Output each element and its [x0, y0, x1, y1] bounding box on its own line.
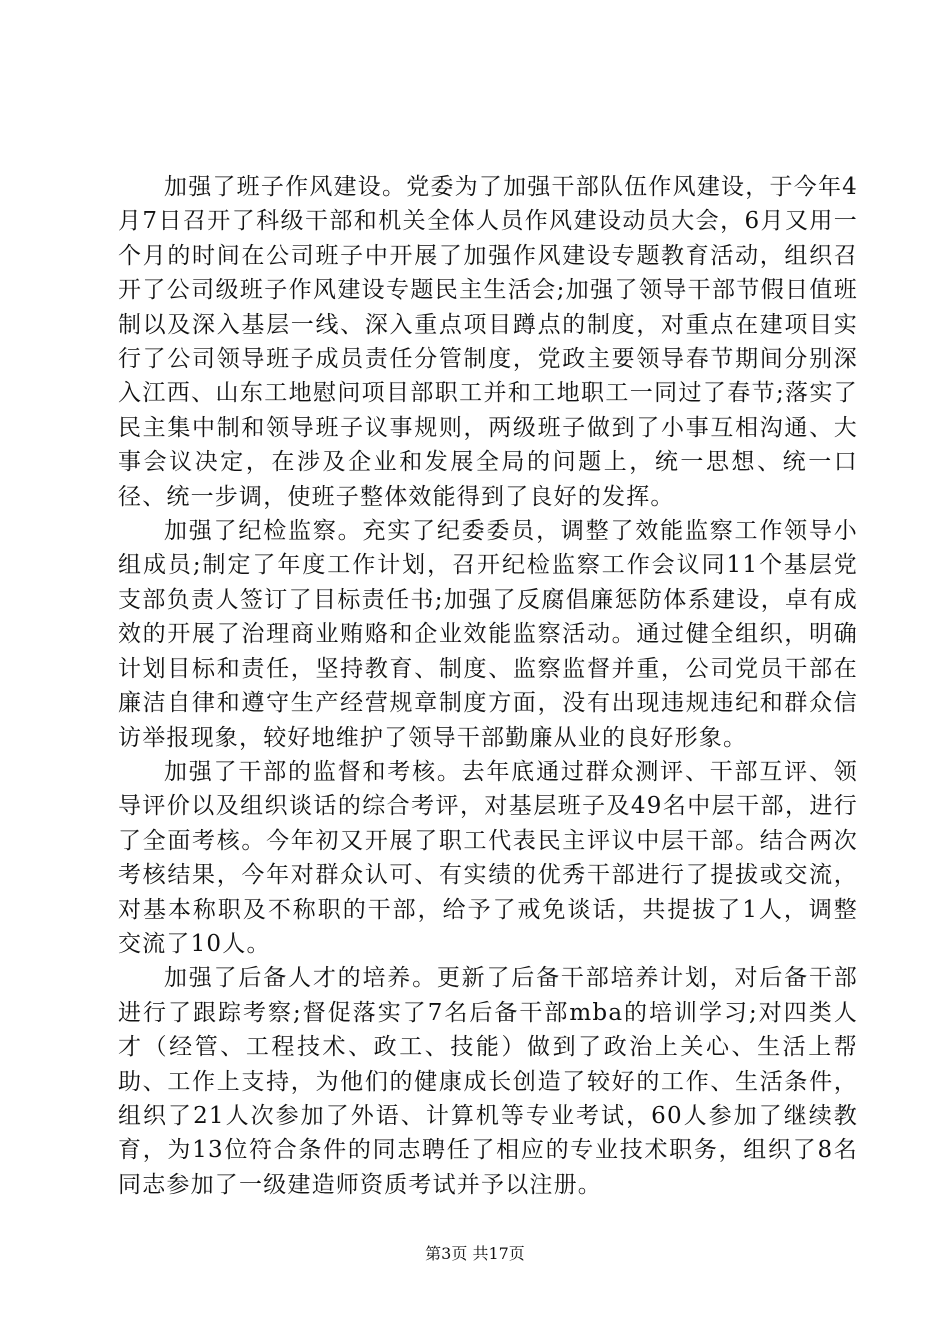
paragraph-discipline-inspection: 加强了纪检监察。充实了纪委委员，调整了效能监察工作领导小组成员;制定了年度工作计划，召开纪检监察工作会议同11个基层党支部负责人签订了目标责任书;加强了反腐倡廉惩防体系建设，卓有成效的开展了治理商业贿赂和企业效能监察活动。通过健全组织，明确计划目标和责任，坚持教育、制度、监察监督并重，公司党员干部在廉洁自律和遵守生产经营规章制度方面，没有出现违规违纪和群众信访举报现象，较好地维护了领导干部勤廉从业的良好形象。: [118, 518, 858, 751]
paragraph-reserve-talent: 加强了后备人才的培养。更新了后备干部培养计划，对后备干部进行了跟踪考察;督促落实了7名后备干部mba的培训学习;对四类人才（经管、工程技术、政工、技能）做到了政治上关心、生活上帮助、工作上支持，为他们的健康成长创造了较好的工作、生活条件，组织了21人次参加了外语、计算机等专业考试，60人参加了继续教育，为13位符合条件的同志聘任了相应的专业技术职务，组织了8名同志参加了一级建造师资质考试并予以注册。: [118, 965, 858, 1198]
paragraph-cadre-supervision: 加强了干部的监督和考核。去年底通过群众测评、干部互评、领导评价以及组织谈话的综合考评，对基层班子及49名中层干部，进行了全面考核。今年初又开展了职工代表民主评议中层干部。结合两次考核结果，今年对群众认可、有实绩的优秀干部进行了提拔或交流，对基本称职及不称职的干部，给予了戒免谈话，共提拔了1人，调整交流了10人。: [118, 758, 858, 957]
page-number-footer: 第3页 共17页: [425, 1244, 525, 1263]
document-body: [118, 170, 858, 1202]
paragraph-team-style: 加强了班子作风建设。党委为了加强干部队伍作风建设，于今年4月7日召开了科级干部和机关全体人员作风建设动员大会，6月又用一个月的时间在公司班子中开展了加强作风建设专题教育活动，组织召开了公司级班子作风建设专题民主生活会;加强了领导干部节假日值班制以及深入基层一线、深入重点项目蹲点的制度，对重点在建项目实行了公司领导班子成员责任分管制度，党政主要领导春节期间分别深入江西、山东工地慰问项目部职工并和工地职工一同过了春节;落实了民主集中制和领导班子议事规则，两级班子做到了小事互相沟通、大事会议决定，在涉及企业和发展全局的问题上，统一思想、统一口径、统一步调，使班子整体效能得到了良好的发挥。: [118, 174, 858, 510]
